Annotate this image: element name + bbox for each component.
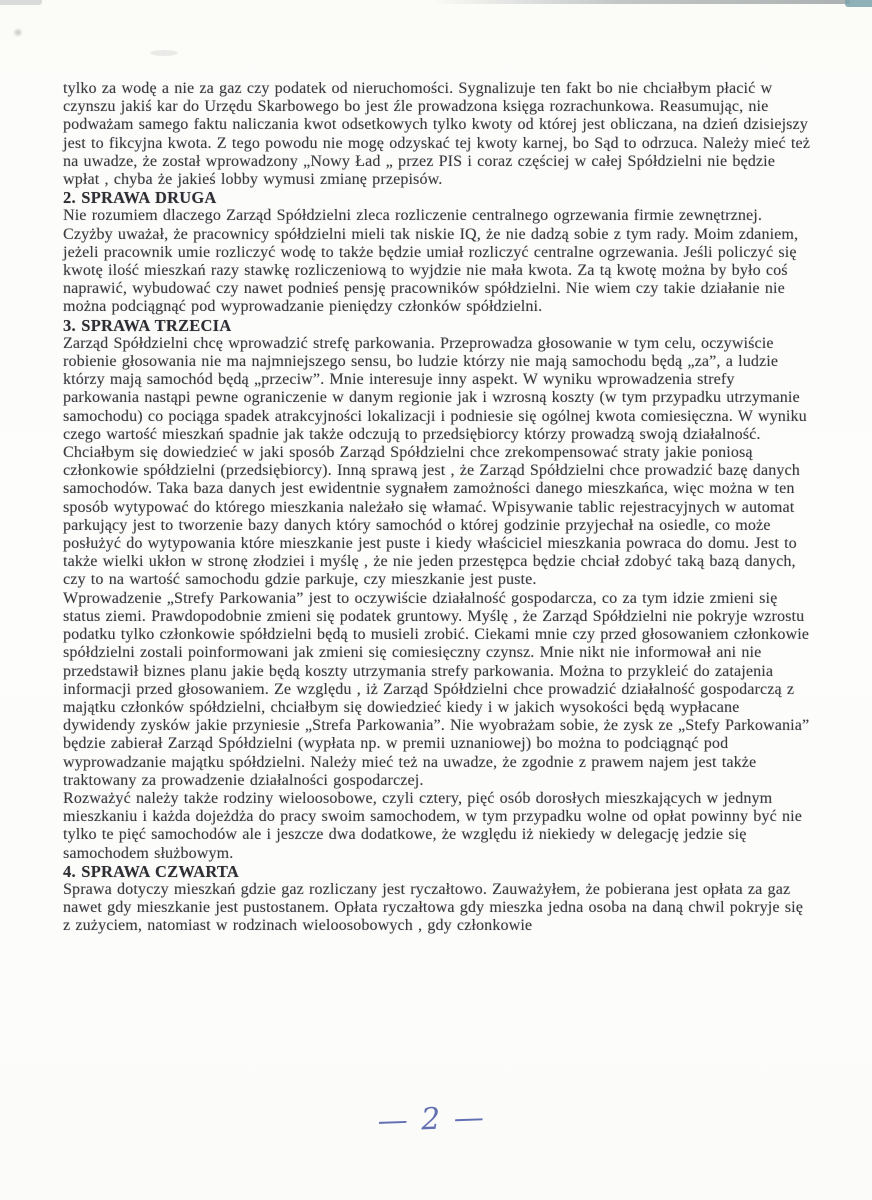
scan-artifact-top-smear	[430, 0, 850, 4]
scan-artifact-corner-mark	[845, 0, 872, 7]
scan-artifact-top-left	[0, 0, 42, 5]
scan-artifact-smudge	[150, 50, 178, 56]
paragraph-intro-continuation: tylko za wodę a nie za gaz czy podatek od nieruchomości. Sygnalizuje ten fakt bo nie chciałbym płacić w czynszu jakiś kar do Urzędu Skarbowego bo jest źle prowadzona księga rozrachunkowa. Reasumując, nie podważam samego faktu naliczania kwot odsetkowych tylko kwoty od której jest obliczana, na dzień dzisiejszy jest to fikcyjna kwota. Z tego powodu nie mogę odzyskać tej kwoty karnej, bo Sąd to odrzuca. Należy mieć też na uwadze, że został wprowadzony „Nowy Ład „ przez PIS i coraz częściej w całej Spółdzielni nie będzie wpłat , chyba że jakieś lobby wymusi zmianę przepisów.	[63, 80, 810, 189]
document-body	[63, 80, 815, 936]
paragraph-sprawa-trzecia-1: Zarząd Spółdzielni chcę wprowadzić strefę parkowania. Przeprowadza głosowanie w tym celu, oczywiście robienie głosowania nie ma najmniejszego sensu, bo ludzie którzy nie mają samochodu będą „za”, a ludzie którzy mają samochód będą „przeciw”. Mnie interesuje inny aspekt. W wyniku wprowadzenia strefy parkowania nastąpi pewne ograniczenie w danym regionie jak i wzrosną koszty (w tym przypadku utrzymanie samochodu) co pociąga spadek atrakcyjności lokalizacji i podniesie się ogólnej kwota comiesięczna. W wyniku czego wartość mieszkań spadnie jak także odczują to przedsiębiorcy którzy prowadzą swoją działalność. Chciałbym się dowiedzieć w jaki sposób Zarząd Spółdzielni chce zrekompensować straty jakie poniosą członkowie spółdzielni (przedsiębiorcy). Inną sprawą jest , że Zarząd Spółdzielni chce prowadzić bazę danych samochodów. Taka baza danych jest ewidentnie sygnałem zamożności danego mieszkańca, więc można w ten sposób wytypować do którego mieszkania należało się włamać. Wpisywanie tablic rejestracyjnych w automat parkujący jest to tworzenie bazy danych który samochód o której godzinie przyjechał na osiedle, co może posłużyć do wytypowania które mieszkanie jest puste i kiedy właściciel mieszkania powraca do domu. Jest to także wielki ukłon w stronę złodziei i myślę , że nie jeden przestępca będzie chciał zdobyć taką bazą danych, czy to na wartość samochodu gdzie parkuje, czy mieszkanie jest puste.	[63, 334, 807, 589]
section-heading-sprawa-druga: 2. SPRAWA DRUGA	[63, 188, 217, 208]
paragraph-sprawa-druga: Nie rozumiem dlaczego Zarząd Spółdzielni zleca rozliczenie centralnego ogrzewania firmie zewnętrznej. Czyżby uważał, że pracownicy spółdzielni mieli tak niskie IQ, że nie dadzą sobie z tym rady. Moim zdaniem, jeżeli pracownik umie rozliczyć wodę to także będzie umiał rozliczyć centralne ogrzewania. Jeśli policzyć się kwotę ilość mieszkań razy stawkę rozliczeniową to wyjdzie nie mała kwota. Za tą kwotę można by było coś naprawić, wybudować czy nawet podnieś pensję pracowników spółdzielni. Nie wiem czy takie działanie nie można podciągnąć pod wyprowadzanie pieniędzy członków spółdzielni.	[63, 207, 799, 316]
scan-artifact-speck	[13, 28, 23, 37]
section-heading-sprawa-czwarta: 4. SPRAWA CZWARTA	[63, 861, 240, 881]
page-number: — 2 —	[377, 1100, 487, 1139]
paragraph-sprawa-trzecia-3: Rozważyć należy także rodziny wieloosobowe, czyli cztery, pięć osób dorosłych mieszkających w jednym mieszkaniu i każda dojeżdża do pracy swoim samochodem, w tym przypadku wolne od opłat powinny być nie tylko te pięć samochodów ale i jeszcze dwa dodatkowe, że względu iż niekiedy w delegację jedzie się samochodem służbowym.	[63, 789, 802, 862]
paragraph-sprawa-czwarta: Sprawa dotyczy mieszkań gdzie gaz rozliczany jest ryczałtowo. Zauważyłem, że pobierana jest opłata za gaz nawet gdy mieszkanie jest pustostanem. Opłata ryczałtowa gdy mieszka jedna osoba na daną chwil pokryje się z zużyciem, natomiast w rodzinach wieloosobowych , gdy członkowie	[63, 880, 804, 935]
section-heading-sprawa-trzecia: 3. SPRAWA TRZECIA	[63, 315, 232, 335]
paragraph-sprawa-trzecia-2: Wprowadzenie „Strefy Parkowania” jest to oczywiście działalność gospodarcza, co za tym idzie zmieni się status ziemi. Prawdopodobnie zmieni się podatek gruntowy. Myślę , że Zarząd Spółdzielni nie pokryje wzrostu podatku tylko członkowie spółdzielni będą to musieli zrobić. Ciekami mnie czy przed głosowaniem członkowie spółdzielni zostali poinformowani jak zmieni się comiesięczny czynsz. Mnie nikt nie informował ani nie przedstawił biznes planu jakie będą koszty utrzymania strefy parkowania. Można to przykleić do zatajenia informacji przed głosowaniem. Ze względu , iż Zarząd Spółdzielni chce prowadzić działalność gospodarczą z majątku członków spółdzielni, chciałbym się dowiedzieć kiedy i w jakich wysokości będą wypłacane dywidendy zysków jakie przyniesie „Strefa Parkowania”. Nie wyobrażam sobie, że zysk ze „Stefy Parkowania” będzie zabierał Zarząd Spółdzielni (wypłata np. w premii uznaniowej) bo można to podciągnąć pod wyprowadzanie majątku spółdzielni. Należy mieć też na uwadze, że zgodnie z prawem najem jest także traktowany za prowadzenie działalności gospodarczej.	[63, 589, 810, 789]
